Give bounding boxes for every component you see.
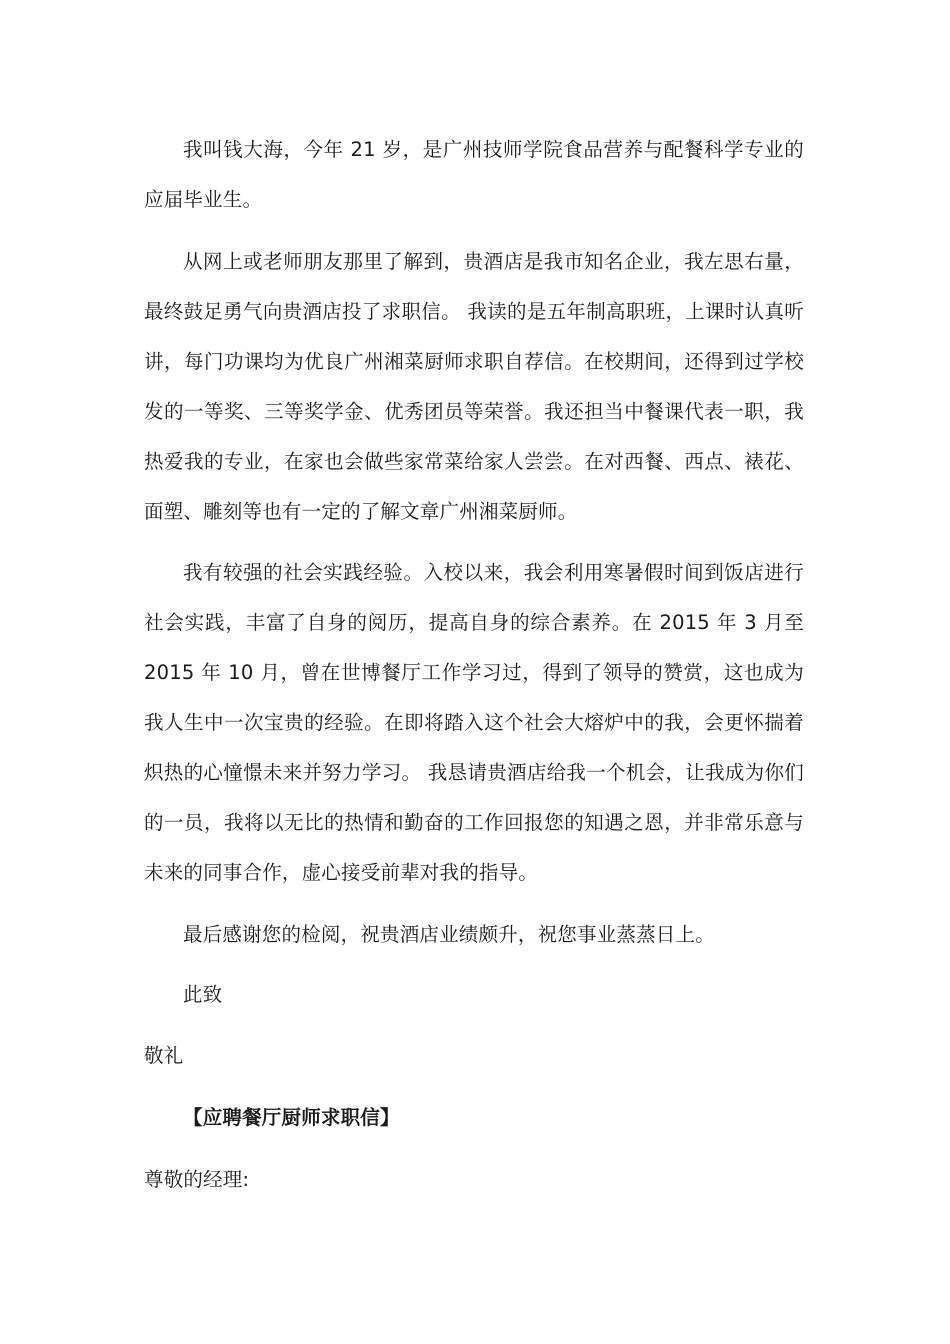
greeting: 尊敬的经理: (144, 1168, 250, 1191)
closing-phrase: 此致 (183, 983, 223, 1006)
paragraph-background: 从网上或老师朋友那里了解到，贵酒店是我市知名企业，我左思右量，最终鼓足勇气向贵酒店投了求职信。 我读的是五年制高职班，上课时认真听讲，每门功课均为优良广州湘菜厨师求职自荐信。在校期间，还得到过学校发的一等奖、三等奖学金、优秀团员等荣誉。我还担当中餐课代表一职，我热爱我的专业，在家也会做些家常菜给家人尝尝。在对西餐、西点、裱花、面塑、雕刻等也有一定的了解文章广州湘菜厨师。 (144, 250, 804, 523)
salutation-close: 敬礼 (144, 1044, 184, 1067)
paragraph-intro: 我叫钱大海，今年 21 岁，是广州技师学院食品营养与配餐科学专业的应届毕业生。 (144, 138, 804, 211)
section-heading: 【应聘餐厅厨师求职信】 (183, 1106, 400, 1129)
paragraph-thanks: 最后感谢您的检阅，祝贵酒店业绩颇升，祝您事业蒸蒸日上。 (183, 923, 715, 946)
paragraph-experience: 我有较强的社会实践经验。入校以来，我会利用寒暑假时间到饭店进行社会实践，丰富了自身的阅历，提高自身的综合素养。在 2015 年 3 月至 2015 年 10 月，曾在世博餐厅工作学习过，得到了领导的赞赏，这也成为我人生中一次宝贵的经验。在即将踏入这个社会大熔炉中的我，会更怀揣着炽热的心憧憬未来并努力学习。 我恳请贵酒店给我一个机会，让我成为你们的一员，我将以无比的热情和勤奋的工作回报您的知遇之恩，并非常乐意与未来的同事合作，虚心接受前辈对我的指导。 (144, 561, 804, 884)
